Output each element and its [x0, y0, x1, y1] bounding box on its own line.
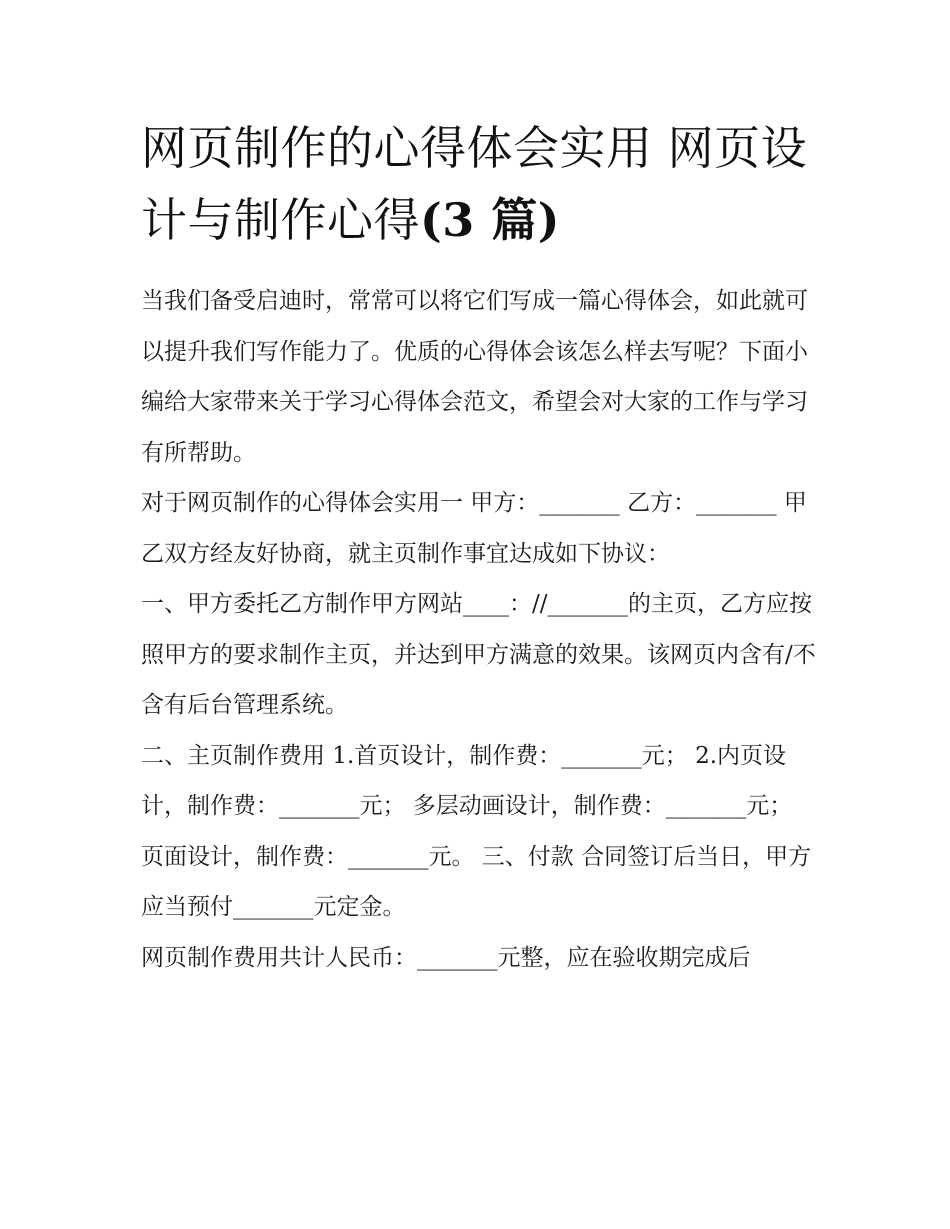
document-body [141, 276, 816, 983]
paragraph-clause-1: 一、甲方委托乙方制作甲方网站____：//_______的主页，乙方应按照甲方的要求制作主页，并达到甲方满意的效果。该网页内含有/不含有后台管理系统。 [141, 591, 816, 718]
document-title-count: (3 篇) [420, 193, 561, 247]
paragraph-page-design: 页面设计，制作费：_______元。 三、付款 合同签订后当日，甲方应当预付_______元定金。 [141, 843, 812, 920]
paragraph-parties: 对于网页制作的心得体会实用一 甲方：_______ 乙方：_______ 甲乙双方经友好协商，就主页制作事宜达成如下协议： [141, 490, 807, 567]
paragraph-intro: 当我们备受启迪时，常常可以将它们写成一篇心得体会，如此就可以提升我们写作能力了。优质的心得体会该怎么样去写呢？下面小编给大家带来关于学习心得体会范文，希望会对大家的工作与学习有所帮助。 [141, 288, 808, 466]
document-title-main: 网页制作的心得体会实用 网页设计与制作心得 [141, 121, 808, 247]
paragraph-clause-2: 二、主页制作费用 1.首页设计，制作费：_______元； 2.内页设计，制作费：_______元； 多层动画设计，制作费：_______元； [141, 742, 793, 819]
paragraph-total-fee: 网页制作费用共计人民币：_______元整，应在验收期完成后 [141, 944, 751, 971]
document-title [141, 112, 816, 256]
document-content [141, 112, 816, 983]
